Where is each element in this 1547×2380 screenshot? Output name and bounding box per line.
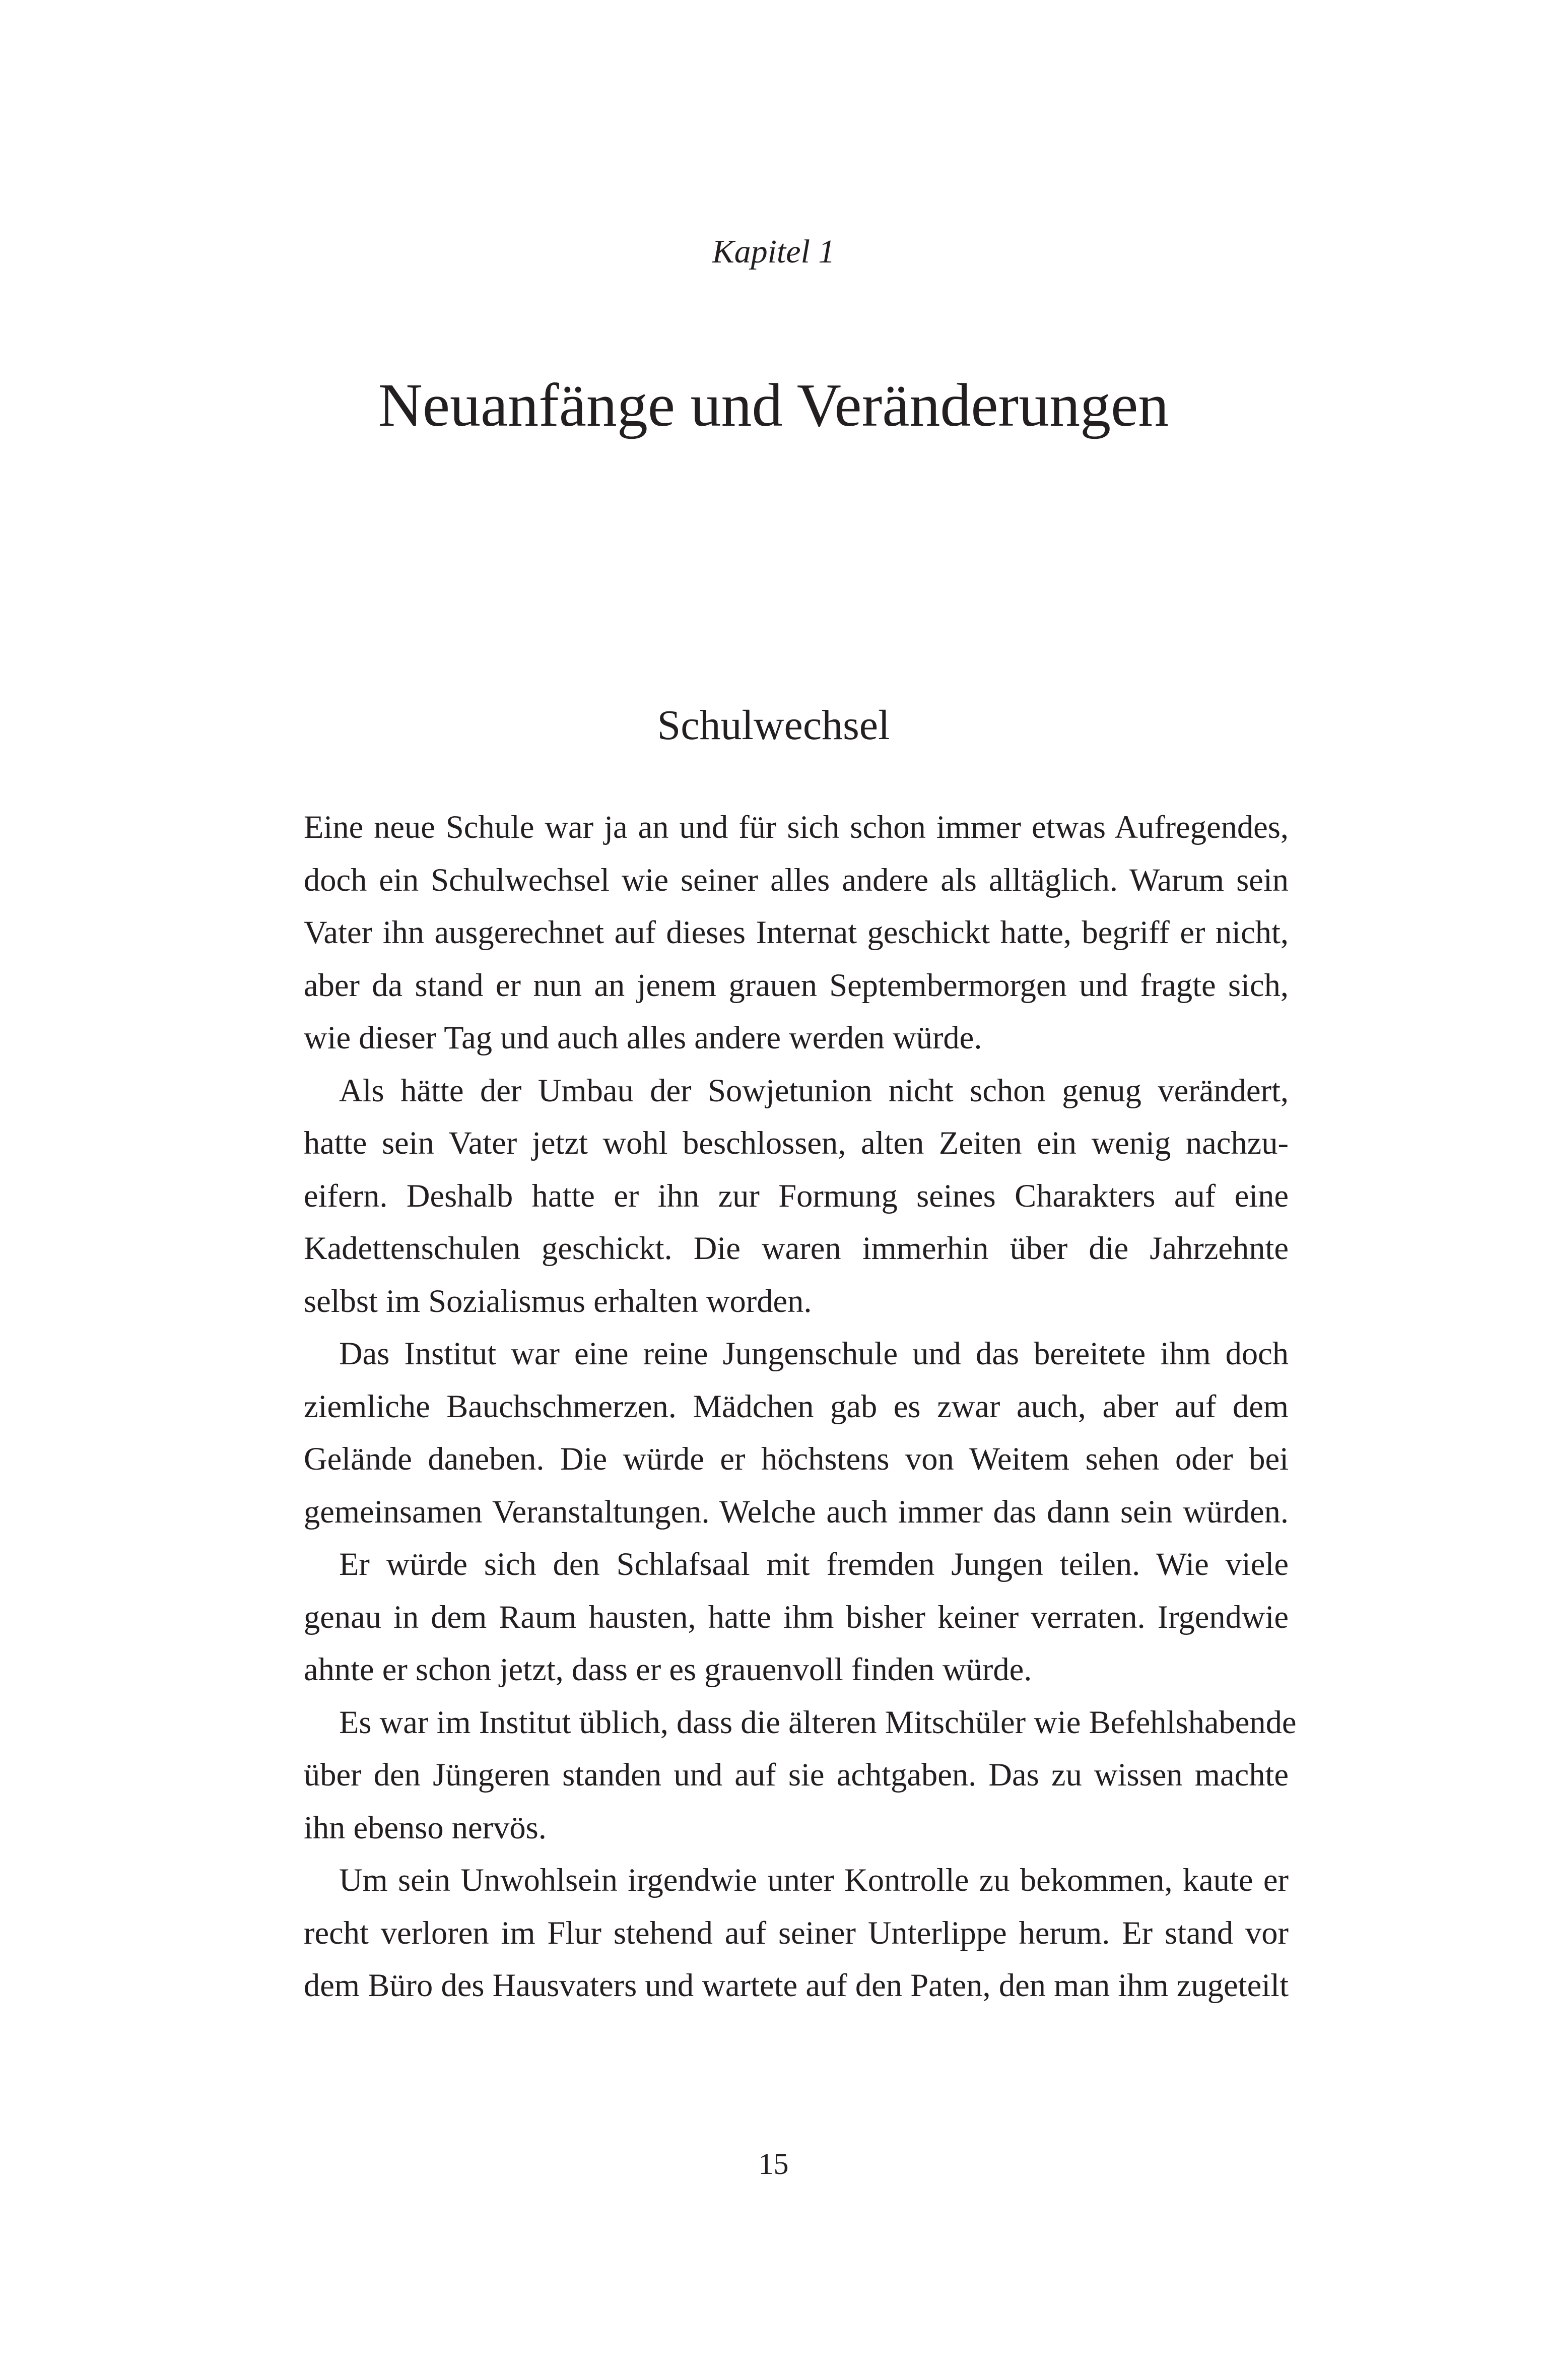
text-line: hatte sein Vater jetzt wohl beschlossen, alten Zeiten ein wenig nachzu-: [304, 1125, 1289, 1161]
chapter-title: Neuanfänge und Veränderungen: [378, 371, 1169, 439]
text-line: Er würde sich den Schlafsaal mit fremden Jungen teilen. Wie viele: [339, 1546, 1289, 1582]
text-line: gemeinsamen Veranstaltungen. Welche auch immer das dann sein würden.: [304, 1493, 1289, 1530]
page-number: 15: [758, 2147, 789, 2180]
text-line: Als hätte der Umbau der Sowjetunion nicht schon genug verändert,: [339, 1072, 1289, 1108]
text-line: doch ein Schulwechsel wie seiner alles andere als alltäglich. Warum sein: [304, 862, 1289, 898]
text-line: wie dieser Tag und auch alles andere werden würde.: [304, 1020, 982, 1055]
chapter-label: Kapitel 1: [712, 233, 835, 270]
text-line: Um sein Unwohlsein irgendwie unter Kontrolle zu bekommen, kaute er: [339, 1862, 1289, 1898]
text-line: Das Institut war eine reine Jungenschule und das bereitete ihm doch: [339, 1336, 1289, 1371]
text-line: ziemliche Bauchschmerzen. Mädchen gab es zwar auch, aber auf dem: [304, 1388, 1289, 1424]
body-text: [304, 801, 1297, 2012]
text-line: Gelände daneben. Die würde er höchstens von Weitem sehen oder bei: [304, 1441, 1289, 1477]
text-line: genau in dem Raum hausten, hatte ihm bisher keiner verraten. Irgendwie: [304, 1599, 1289, 1635]
text-line: Kadettenschulen geschickt. Die waren immerhin über die Jahrzehnte: [304, 1230, 1289, 1266]
text-line: eifern. Deshalb hatte er ihn zur Formung seines Charakters auf eine: [304, 1177, 1289, 1214]
text-line: ahnte er schon jetzt, dass er es grauenvoll finden würde.: [304, 1651, 1032, 1687]
text-line: ihn ebenso nervös.: [304, 1809, 547, 1845]
text-line: Es war im Institut üblich, dass die älteren Mitschüler wie Befehlshabende: [339, 1704, 1297, 1740]
text-line: Eine neue Schule war ja an und für sich schon immer etwas Aufregendes,: [304, 809, 1289, 845]
text-line: Vater ihn ausgerechnet auf dieses Internat geschickt hatte, begriff er nicht,: [304, 914, 1289, 950]
text-line: recht verloren im Flur stehend auf seiner Unterlippe herum. Er stand vor: [304, 1914, 1289, 1951]
text-line: selbst im Sozialismus erhalten worden.: [304, 1283, 812, 1319]
text-line: aber da stand er nun an jenem grauen Septembermorgen und fragte sich,: [304, 967, 1289, 1003]
text-line: über den Jüngeren standen und auf sie achtgaben. Das zu wissen machte: [304, 1757, 1289, 1793]
section-heading: Schulwechsel: [657, 702, 890, 749]
text-line: dem Büro des Hausvaters und wartete auf den Paten, den man ihm zugeteilt: [304, 1967, 1289, 2003]
